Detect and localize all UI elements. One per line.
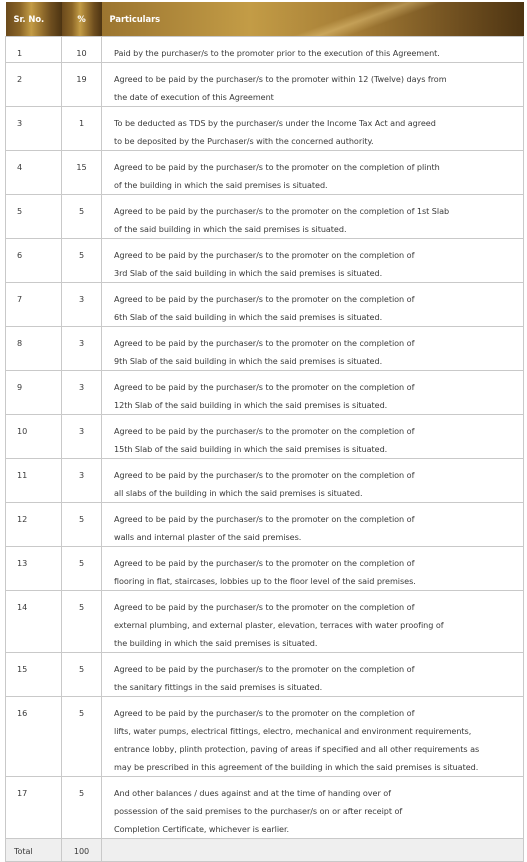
percent-cell: 10 — [62, 36, 102, 62]
particulars-cell — [102, 590, 524, 652]
particulars-cell — [102, 36, 524, 62]
particulars-cell — [102, 326, 524, 370]
percent-cell: 5 — [62, 238, 102, 282]
particulars-line: Agreed to be paid by the purchaser/s to the promoter within 12 (Twelve) days from — [114, 73, 447, 84]
particulars-cell — [102, 282, 524, 326]
table-row — [6, 106, 524, 150]
sr-no-cell: 12 — [6, 502, 62, 546]
percent-cell: 19 — [62, 62, 102, 106]
particulars-line: flooring in flat, staircases, lobbies up to the floor level of the said premises. — [114, 575, 416, 586]
table-row — [6, 776, 524, 838]
header-particulars: Particulars — [102, 2, 524, 36]
particulars-line: all slabs of the building in which the said premises is situated. — [114, 487, 363, 498]
particulars-line: Agreed to be paid by the purchaser/s to the promoter on the completion of — [114, 513, 415, 524]
particulars-line: 6th Slab of the said building in which the said premises is situated. — [114, 311, 383, 322]
particulars-line: Agreed to be paid by the purchaser/s to the promoter on the completion of 1st Slab — [114, 205, 450, 216]
percent-cell: 5 — [62, 546, 102, 590]
percent-cell: 5 — [62, 502, 102, 546]
sr-no-cell: 2 — [6, 62, 62, 106]
particulars-cell — [102, 776, 524, 838]
table-row — [6, 590, 524, 652]
particulars-line: may be prescribed in this agreement of the building in which the said premises is situated. — [114, 761, 479, 772]
particulars-line: 12th Slab of the said building in which the said premises is situated. — [114, 399, 388, 410]
particulars-line: Agreed to be paid by the purchaser/s to the promoter on the completion of — [114, 601, 415, 612]
sr-no-cell: 4 — [6, 150, 62, 194]
table-row — [6, 326, 524, 370]
particulars-line: of the building in which the said premises is situated. — [114, 179, 328, 190]
sr-no-cell: 17 — [6, 776, 62, 838]
table-row — [6, 414, 524, 458]
percent-cell: 3 — [62, 326, 102, 370]
percent-cell: 3 — [62, 458, 102, 502]
sr-no-cell: 9 — [6, 370, 62, 414]
particulars-cell — [102, 238, 524, 282]
payment-schedule-table — [5, 2, 524, 862]
particulars-line: Agreed to be paid by the purchaser/s to the promoter on the completion of plinth — [114, 161, 440, 172]
particulars-line: entrance lobby, plinth protection, paving of areas if specified and all other requirements as — [114, 743, 480, 754]
sr-no-cell: 16 — [6, 696, 62, 776]
particulars-cell — [102, 502, 524, 546]
percent-cell: 3 — [62, 414, 102, 458]
percent-cell: 5 — [62, 194, 102, 238]
table-row — [6, 238, 524, 282]
table-row — [6, 458, 524, 502]
percent-cell: 15 — [62, 150, 102, 194]
particulars-line: 9th Slab of the said building in which the said premises is situated. — [114, 355, 383, 366]
particulars-line: Agreed to be paid by the purchaser/s to the promoter on the completion of — [114, 425, 415, 436]
total-percent: 100 — [62, 838, 102, 861]
table-row — [6, 150, 524, 194]
particulars-line: Agreed to be paid by the purchaser/s to the promoter on the completion of — [114, 249, 415, 260]
particulars-line: Completion Certificate, whichever is earlier. — [114, 823, 290, 834]
table-row — [6, 546, 524, 590]
particulars-line: Agreed to be paid by the purchaser/s to the promoter on the completion of — [114, 381, 415, 392]
sr-no-cell: 10 — [6, 414, 62, 458]
sr-no-cell: 6 — [6, 238, 62, 282]
particulars-cell — [102, 652, 524, 696]
particulars-line: external plumbing, and external plaster, elevation, terraces with water proofing of — [114, 619, 444, 630]
sr-no-cell: 8 — [6, 326, 62, 370]
particulars-line: Agreed to be paid by the purchaser/s to the promoter on the completion of — [114, 469, 415, 480]
particulars-line: of the said building in which the said premises is situated. — [114, 223, 347, 234]
particulars-cell — [102, 696, 524, 776]
particulars-line: Agreed to be paid by the purchaser/s to the promoter on the completion of — [114, 557, 415, 568]
particulars-line: lifts, water pumps, electrical fittings, electro, mechanical and environment requirements, — [114, 725, 472, 736]
particulars-cell — [102, 106, 524, 150]
sr-no-cell: 14 — [6, 590, 62, 652]
percent-cell: 5 — [62, 590, 102, 652]
total-label: Total — [6, 838, 62, 861]
particulars-line: Paid by the purchaser/s to the promoter prior to the execution of this Agreement. — [114, 47, 440, 58]
particulars-line: Agreed to be paid by the purchaser/s to the promoter on the completion of — [114, 337, 415, 348]
particulars-line: And other balances / dues against and at the time of handing over of — [114, 787, 391, 798]
table-row — [6, 652, 524, 696]
sr-no-cell: 1 — [6, 36, 62, 62]
total-row — [6, 838, 524, 861]
particulars-line: 3rd Slab of the said building in which the said premises is situated. — [114, 267, 383, 278]
table-header — [6, 2, 524, 36]
particulars-line: possession of the said premises to the purchaser/s on or after receipt of — [114, 805, 403, 816]
particulars-line: the sanitary fittings in the said premises is situated. — [114, 681, 323, 692]
sr-no-cell: 13 — [6, 546, 62, 590]
particulars-line: the building in which the said premises is situated. — [114, 637, 318, 648]
percent-cell: 1 — [62, 106, 102, 150]
particulars-cell — [102, 546, 524, 590]
particulars-line: 15th Slab of the said building in which the said premises is situated. — [114, 443, 388, 454]
table-row — [6, 194, 524, 238]
table-row — [6, 502, 524, 546]
particulars-cell — [102, 414, 524, 458]
table-row — [6, 696, 524, 776]
percent-cell: 5 — [62, 776, 102, 838]
sr-no-cell: 3 — [6, 106, 62, 150]
particulars-cell — [102, 150, 524, 194]
particulars-line: To be deducted as TDS by the purchaser/s under the Income Tax Act and agreed — [114, 117, 436, 128]
particulars-cell — [102, 62, 524, 106]
particulars-cell — [102, 370, 524, 414]
particulars-cell — [102, 194, 524, 238]
particulars-line: to be deposited by the Purchaser/s with the concerned authority. — [114, 135, 374, 146]
sr-no-cell: 11 — [6, 458, 62, 502]
table-row — [6, 36, 524, 62]
particulars-line: Agreed to be paid by the purchaser/s to the promoter on the completion of — [114, 663, 415, 674]
sr-no-cell: 15 — [6, 652, 62, 696]
table-row — [6, 370, 524, 414]
percent-cell: 5 — [62, 696, 102, 776]
table-body — [6, 36, 524, 861]
header-sr-no: Sr. No. — [6, 2, 62, 36]
particulars-line: Agreed to be paid by the purchaser/s to the promoter on the completion of — [114, 707, 415, 718]
header-percent: % — [62, 2, 102, 36]
particulars-line: Agreed to be paid by the purchaser/s to the promoter on the completion of — [114, 293, 415, 304]
percent-cell: 5 — [62, 652, 102, 696]
percent-cell: 3 — [62, 370, 102, 414]
particulars-line: the date of execution of this Agreement — [114, 91, 274, 102]
total-particulars — [102, 838, 524, 861]
sr-no-cell: 7 — [6, 282, 62, 326]
percent-cell: 3 — [62, 282, 102, 326]
particulars-line: walls and internal plaster of the said premises. — [114, 531, 302, 542]
sr-no-cell: 5 — [6, 194, 62, 238]
table-row — [6, 62, 524, 106]
particulars-cell — [102, 458, 524, 502]
table-row — [6, 282, 524, 326]
